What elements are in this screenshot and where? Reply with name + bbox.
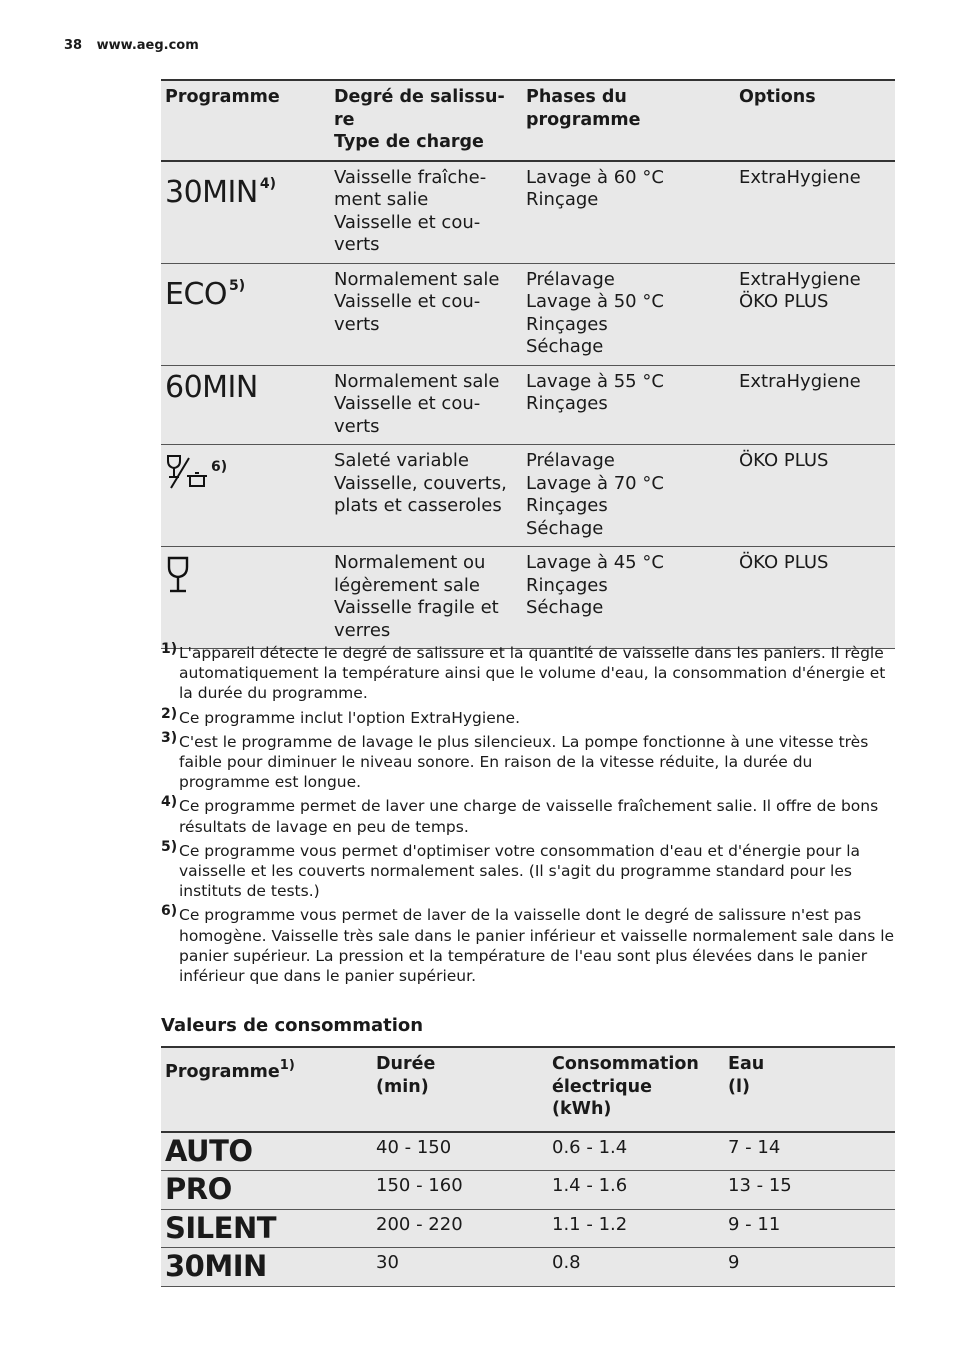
program-name: 60MIN	[165, 369, 258, 405]
header-programme: Programme$^{1)}$	[161, 1047, 372, 1132]
site-url: www.aeg.com	[96, 38, 199, 53]
soil-cell: Normalement sale Vaisselle et cou- verts	[330, 365, 522, 445]
header-water: Eau (l)	[724, 1047, 895, 1132]
consumption-table-header	[161, 1047, 895, 1132]
table-row	[161, 1248, 895, 1287]
soil-cell: Normalement ou légèrement sale Vaisselle fragile et verres	[330, 547, 522, 649]
energy-cell: 0.6 - 1.4	[548, 1132, 724, 1171]
table-row	[161, 365, 895, 445]
phases-cell: Lavage à 45 °C Rinçages Séchage	[522, 547, 735, 649]
soil-cell: Vaisselle fraîche- ment salie Vaisselle et cou- verts	[330, 161, 522, 264]
program-cell	[161, 365, 330, 445]
table-row	[161, 1171, 895, 1210]
soil-cell: Saleté variable Vaisselle, couverts, plats et casseroles	[330, 445, 522, 547]
header-duration: Durée (min)	[372, 1047, 548, 1132]
program-cell: AUTO	[161, 1132, 372, 1171]
footnote-ref: 6)	[211, 459, 228, 475]
table-row	[161, 547, 895, 649]
table-row	[161, 445, 895, 547]
duration-cell: 30	[372, 1248, 548, 1287]
header-phases: Phases du programme	[522, 80, 735, 161]
footnote: 1) L'appareil détecte le degré de salissure et la quantité de vaisselle dans les paniers. Il règle automatiquement la température ainsi que le volume d'eau, la consommation d'énergie et la durée du programme.	[161, 641, 886, 703]
header-energy: Consommation électrique (kWh)	[548, 1047, 724, 1132]
options-cell: ÖKO PLUS	[735, 547, 895, 649]
energy-cell: 1.1 - 1.2	[548, 1209, 724, 1248]
duration-cell: 40 - 150	[372, 1132, 548, 1171]
phases-cell: Prélavage Lavage à 70 °C Rinçages Séchage	[522, 445, 735, 547]
footnote: 3) C'est le programme de lavage le plus silencieux. La pompe fonctionne à une vitesse très faible pour diminuer le niveau sonore. En raison de la vitesse réduite, la durée du programme est longue.	[161, 729, 869, 792]
header-programme: Programme	[161, 80, 330, 161]
page-number: 38	[64, 38, 83, 53]
water-cell: 9	[724, 1248, 895, 1287]
header-soil: Degré de salissu- re Type de charge	[330, 80, 522, 161]
energy-cell: 1.4 - 1.6	[548, 1171, 724, 1210]
water-cell: 13 - 15	[724, 1171, 895, 1210]
water-cell: 9 - 11	[724, 1209, 895, 1248]
energy-cell: 0.8	[548, 1248, 724, 1287]
phases-cell: Prélavage Lavage à 50 °C Rinçages Séchage	[522, 263, 735, 365]
duration-cell: 200 - 220	[372, 1209, 548, 1248]
footnote: 5) Ce programme vous permet d'optimiser votre consommation d'eau et d'énergie pour la vaisselle et les couverts normalement sales. (Il s'agit du programme standard pour les instituts de tests.)	[161, 838, 861, 901]
program-table	[161, 79, 895, 649]
header-options: Options	[735, 80, 895, 161]
glass-icon	[165, 556, 191, 601]
footnote: 4) Ce programme permet de laver une charge de vaisselle fraîchement salie. Il offre de bons résultats de lavage en peu de temps.	[161, 794, 879, 836]
consumption-table	[161, 1046, 895, 1287]
options-cell: ExtraHygiene	[735, 161, 895, 264]
program-cell: 30MIN	[161, 1248, 372, 1287]
program-table-header	[161, 80, 895, 161]
program-cell	[161, 445, 330, 547]
phases-cell: Lavage à 60 °C Rinçage	[522, 161, 735, 264]
soil-cell: Normalement sale Vaisselle et cou- verts	[330, 263, 522, 365]
options-cell: ExtraHygiene	[735, 365, 895, 445]
footnote-ref: 5)	[229, 277, 246, 294]
consumption-title: Valeurs de consommation	[161, 1015, 424, 1036]
duration-cell: 150 - 160	[372, 1171, 548, 1210]
footnote: 2) Ce programme inclut l'option ExtraHygiene.	[161, 705, 521, 727]
footnote-ref: 4)	[259, 175, 276, 192]
options-cell: ÖKO PLUS	[735, 445, 895, 547]
page-header	[64, 38, 199, 53]
footnote: 6) Ce programme vous permet de laver de la vaisselle dont le degré de salissure n'est pas homogène. Vaisselle très sale dans le panier inférieur et vaisselle normalement sale dans le panier supérieur. La pression et la température de l'eau sont plus élevées dans le panier inférieur que dans le panier supérieur.	[161, 903, 895, 986]
water-cell: 7 - 14	[724, 1132, 895, 1171]
glass-pot-icon	[165, 454, 209, 497]
program-cell	[161, 263, 330, 365]
phases-cell: Lavage à 55 °C Rinçages	[522, 365, 735, 445]
footnotes	[161, 643, 901, 990]
program-cell	[161, 161, 330, 264]
table-row	[161, 263, 895, 365]
program-name: 30MIN	[165, 174, 258, 210]
options-cell: ExtraHygiene ÖKO PLUS	[735, 263, 895, 365]
program-name: ECO	[165, 276, 228, 312]
table-row	[161, 161, 895, 264]
program-cell	[161, 547, 330, 649]
table-row	[161, 1209, 895, 1248]
program-cell: PRO	[161, 1171, 372, 1210]
table-row	[161, 1132, 895, 1171]
program-cell: SILENT	[161, 1209, 372, 1248]
